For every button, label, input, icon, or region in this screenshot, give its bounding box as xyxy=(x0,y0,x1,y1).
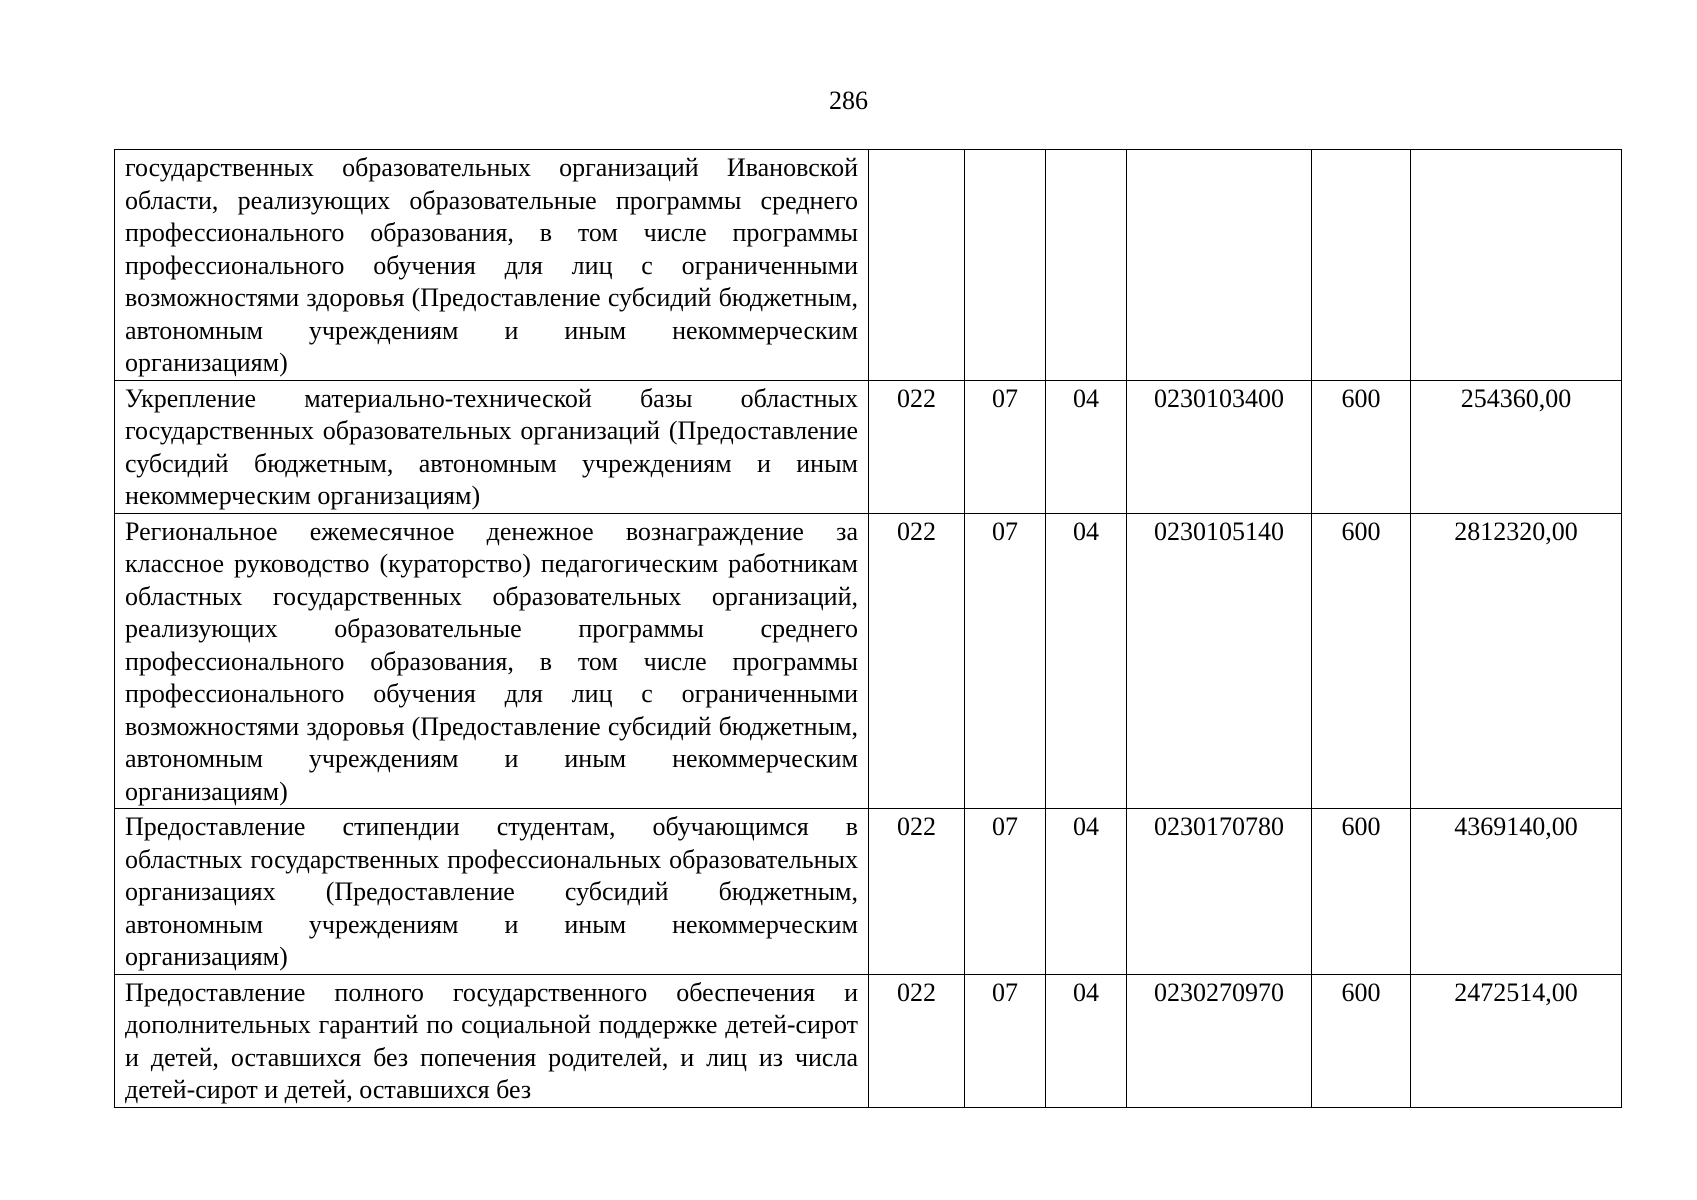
target-article-cell: 0230103400 xyxy=(1127,380,1312,513)
table-row xyxy=(115,974,1622,1107)
table-row xyxy=(115,513,1622,809)
ministry-code-cell: 022 xyxy=(869,380,965,513)
target-article-cell: 0230105140 xyxy=(1127,513,1312,809)
expense-type-cell: 600 xyxy=(1312,513,1411,809)
amount-cell: 2812320,00 xyxy=(1411,513,1622,809)
ministry-code-cell: 022 xyxy=(869,974,965,1107)
budget-table xyxy=(114,149,1622,1108)
table-row xyxy=(115,809,1622,975)
section-code-cell: 07 xyxy=(965,380,1046,513)
section-code-cell: 07 xyxy=(965,513,1046,809)
target-article-cell xyxy=(1127,150,1312,381)
subsection-code-cell: 04 xyxy=(1046,809,1127,975)
ministry-code-cell xyxy=(869,150,965,381)
expense-type-cell xyxy=(1312,150,1411,381)
subsection-code-cell xyxy=(1046,150,1127,381)
table-row xyxy=(115,380,1622,513)
description-cell: Региональное ежемесячное денежное вознаграждение за классное руководство (кураторство) педагогическим работникам областных государственных образовательных организаций, реализующих образовательные программы среднего профессионального образования, в том числе программы профессионального обучения для лиц с ограниченными возможностями здоровья (Предоставление субсидий бюджетным, автономным учреждениям и иным некоммерческим организациям) xyxy=(115,513,869,809)
description-cell: Предоставление стипендии студентам, обучающимся в областных государственных профессиональных образовательных организациях (Предоставление субсидий бюджетным, автономным учреждениям и иным некоммерческим организациям) xyxy=(115,809,869,975)
amount-cell: 254360,00 xyxy=(1411,380,1622,513)
subsection-code-cell: 04 xyxy=(1046,974,1127,1107)
table-row xyxy=(115,150,1622,381)
description-cell: Предоставление полного государственного обеспечения и дополнительных гарантий по социальной поддержке детей-сирот и детей, оставшихся без попечения родителей, и лиц из числа детей-сирот и детей, оставшихся без xyxy=(115,974,869,1107)
expense-type-cell: 600 xyxy=(1312,380,1411,513)
description-cell: государственных образовательных организаций Ивановской области, реализующих образовательные программы среднего профессионального образования, в том числе программы профессионального обучения для лиц с ограниченными возможностями здоровья (Предоставление субсидий бюджетным, автономным учреждениям и иным некоммерческим организациям) xyxy=(115,150,869,381)
section-code-cell: 07 xyxy=(965,809,1046,975)
amount-cell: 2472514,00 xyxy=(1411,974,1622,1107)
section-code-cell: 07 xyxy=(965,974,1046,1107)
target-article-cell: 0230170780 xyxy=(1127,809,1312,975)
target-article-cell: 0230270970 xyxy=(1127,974,1312,1107)
ministry-code-cell: 022 xyxy=(869,809,965,975)
expense-type-cell: 600 xyxy=(1312,974,1411,1107)
section-code-cell xyxy=(965,150,1046,381)
subsection-code-cell: 04 xyxy=(1046,380,1127,513)
expense-type-cell: 600 xyxy=(1312,809,1411,975)
amount-cell: 4369140,00 xyxy=(1411,809,1622,975)
page-number: 286 xyxy=(829,86,868,115)
description-cell: Укрепление материально-технической базы областных государственных образовательных организаций (Предоставление субсидий бюджетным, автономным учреждениям и иным некоммерческим организациям) xyxy=(115,380,869,513)
ministry-code-cell: 022 xyxy=(869,513,965,809)
subsection-code-cell: 04 xyxy=(1046,513,1127,809)
amount-cell xyxy=(1411,150,1622,381)
